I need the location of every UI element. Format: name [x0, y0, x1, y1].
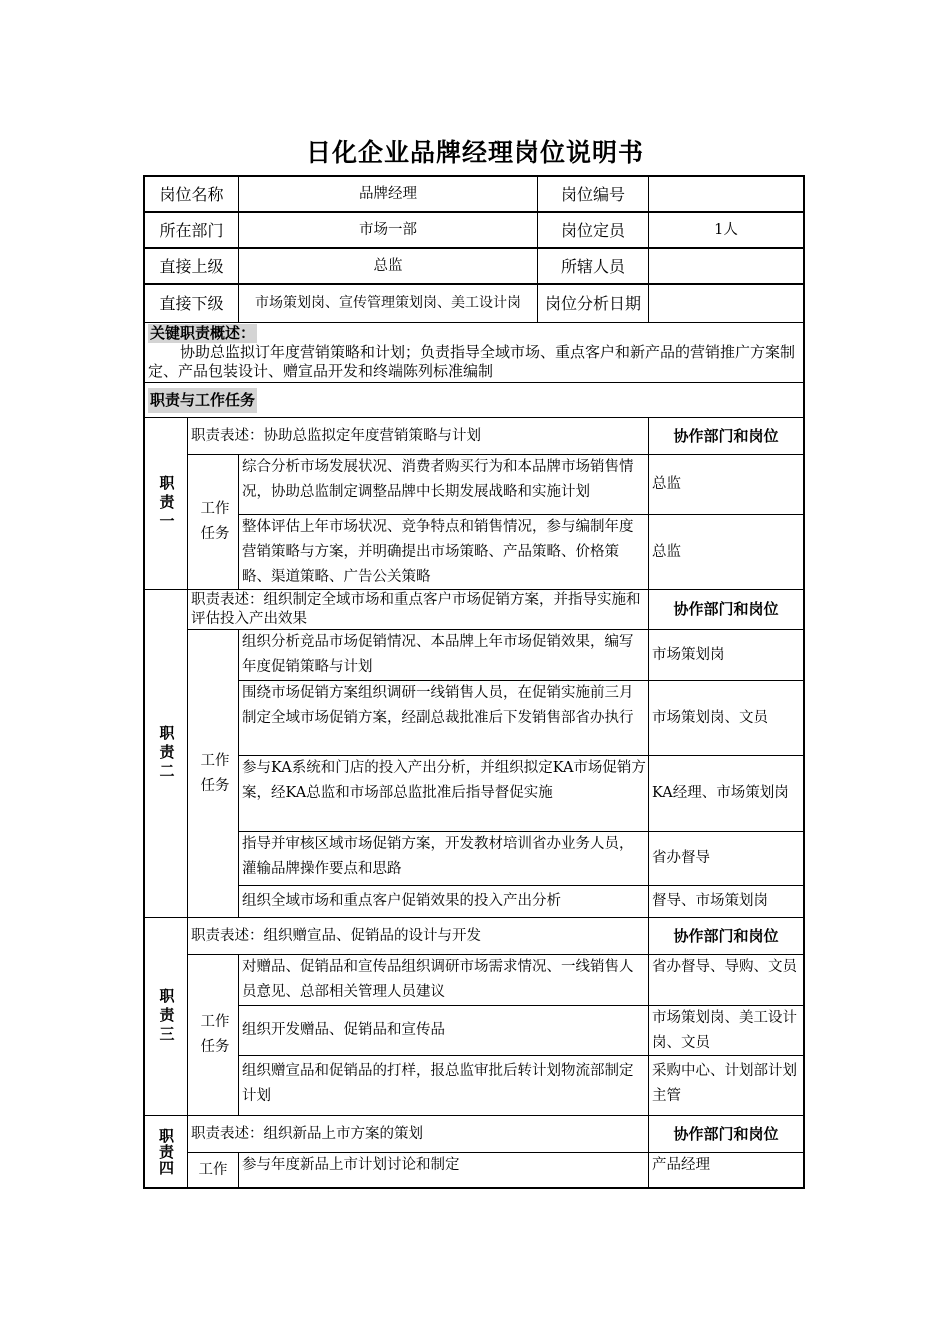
staff-value [649, 249, 803, 283]
analysis-date-label: 岗位分析日期 [544, 294, 641, 313]
duty-1-task-1-collab: 总监 [652, 476, 681, 492]
quota-value: 1人 [714, 221, 738, 238]
duty-4-statement: 职责表述：组织新品上市方案的策划 [191, 1125, 423, 1142]
duty-1-task-2: 整体评估上年市场状况、竞争特点和销售情况，参与编制年度营销策略与方案，并明确提出市场策略、产品策略、价格策略、渠道策略、广告公关策略 [242, 519, 634, 585]
duty-1-statement: 职责表述：协助总监拟定年度营销策略与计划 [191, 427, 481, 444]
duty-2-task-1-collab: 市场策划岗 [652, 646, 725, 663]
duty-2-task-3-collab: KA经理、市场策划岗 [652, 785, 789, 801]
quota-label: 岗位定员 [560, 220, 625, 240]
superior-label: 直接上级 [159, 256, 224, 276]
duty-3-label: 职责三 [157, 988, 176, 1045]
duty-4-task-1: 参与年度新品上市计划讨论和制定 [242, 1157, 460, 1173]
job-description-table [143, 175, 805, 1189]
duty-2-task-3: 参与KA系统和门店的投入产出分析，并组织拟定KA市场促销方案，经KA总监和市场部总监批准后指导督促实施 [242, 760, 646, 801]
duty-1-collab-header: 协作部门和岗位 [673, 426, 779, 445]
duty-3-task-3: 组织赠宣品和促销品的打样，报总监审批后转计划物流部制定计划 [242, 1063, 634, 1104]
duty-2-task-2: 围绕市场促销方案组织调研一线销售人员，在促销实施前三月制定全域市场促销方案，经副总裁批准后下发销售部省办执行 [242, 685, 634, 726]
post-name-value: 品牌经理 [359, 185, 417, 202]
summary-heading: 关键职责概述： [150, 324, 256, 342]
summary-text: 协助总监拟订年度营销策略和计划；负责指导全域市场、重点客户和新产品的营销推广方案制定、产品包装设计、赠宣品开发和终端陈列标准编制 [148, 343, 796, 380]
staff-label: 所辖人员 [560, 256, 625, 276]
duty-2-task-1: 组织分析竞品市场促销情况、本品牌上年市场促销效果，编写年度促销策略与计划 [242, 634, 634, 675]
duty-3-task-3-collab: 采购中心、计划部计划主管 [652, 1063, 797, 1104]
duty-2-label: 职责二 [157, 725, 176, 782]
duty-2-statement: 职责表述：组织制定全域市场和重点客户市场促销方案，并指导实施和评估投入产出效果 [191, 592, 641, 627]
duty-2-task-4-collab: 省办督导 [652, 850, 710, 866]
duty-2-collab-header: 协作部门和岗位 [673, 600, 779, 618]
document-title: 日化企业品牌经理岗位说明书 [305, 138, 644, 167]
summary-block [148, 324, 800, 382]
post-name-label: 岗位名称 [159, 184, 224, 204]
duty-3-task-2-collab: 市场策划岗、美工设计岗、文员 [652, 1010, 797, 1051]
duty-2-task-5-collab: 督导、市场策划岗 [652, 893, 768, 909]
duty-3-task-1: 对赠品、促销品和宣传品组织调研市场需求情况、一线销售人员意见、总部相关管理人员建议 [242, 959, 634, 1000]
duty-4-task-1-collab: 产品经理 [652, 1157, 710, 1173]
duty-2-task-label: 工作任务 [200, 752, 230, 794]
post-no-value [649, 177, 803, 211]
post-no-label: 岗位编号 [560, 184, 625, 204]
duty-4-label: 职责四 [157, 1127, 175, 1176]
duties-heading-cell [148, 383, 448, 417]
duty-2-task-5: 组织全域市场和重点客户促销效果的投入产出分析 [242, 893, 561, 909]
duty-3-statement: 职责表述：组织赠宣品、促销品的设计与开发 [191, 927, 481, 944]
duty-3-collab-header: 协作部门和岗位 [673, 926, 779, 945]
dept-label: 所在部门 [159, 220, 224, 240]
duty-4-collab-header: 协作部门和岗位 [673, 1124, 779, 1143]
subordinate-label: 直接下级 [159, 294, 224, 313]
subordinate-value: 市场策划岗、宣传管理策划岗、美工设计岗 [255, 295, 521, 311]
duty-3-task-1-collab: 省办督导、导购、文员 [652, 959, 797, 975]
duties-heading: 职责与工作任务 [148, 388, 257, 413]
duty-3-task-label: 工作任务 [200, 1014, 230, 1055]
duty-1-label: 职责一 [157, 475, 176, 532]
dept-value: 市场一部 [359, 221, 417, 238]
superior-value: 总监 [373, 257, 403, 274]
duty-1-task-1: 综合分析市场发展状况、消费者购买行为和本品牌市场销售情况，协助总监制定调整品牌中长期发展战略和实施计划 [242, 459, 634, 500]
duty-4-task-label: 工作 [198, 1161, 228, 1178]
duty-3-task-2: 组织开发赠品、促销品和宣传品 [242, 1022, 445, 1038]
duty-2-task-2-collab: 市场策划岗、文员 [652, 709, 768, 726]
analysis-date-value [649, 285, 803, 322]
duty-2-task-4: 指导并审核区域市场促销方案，开发教材培训省办业务人员，灌输品牌操作要点和思路 [242, 836, 634, 877]
duty-1-task-2-collab: 总监 [652, 543, 681, 560]
duty-1-task-label: 工作任务 [200, 501, 230, 542]
